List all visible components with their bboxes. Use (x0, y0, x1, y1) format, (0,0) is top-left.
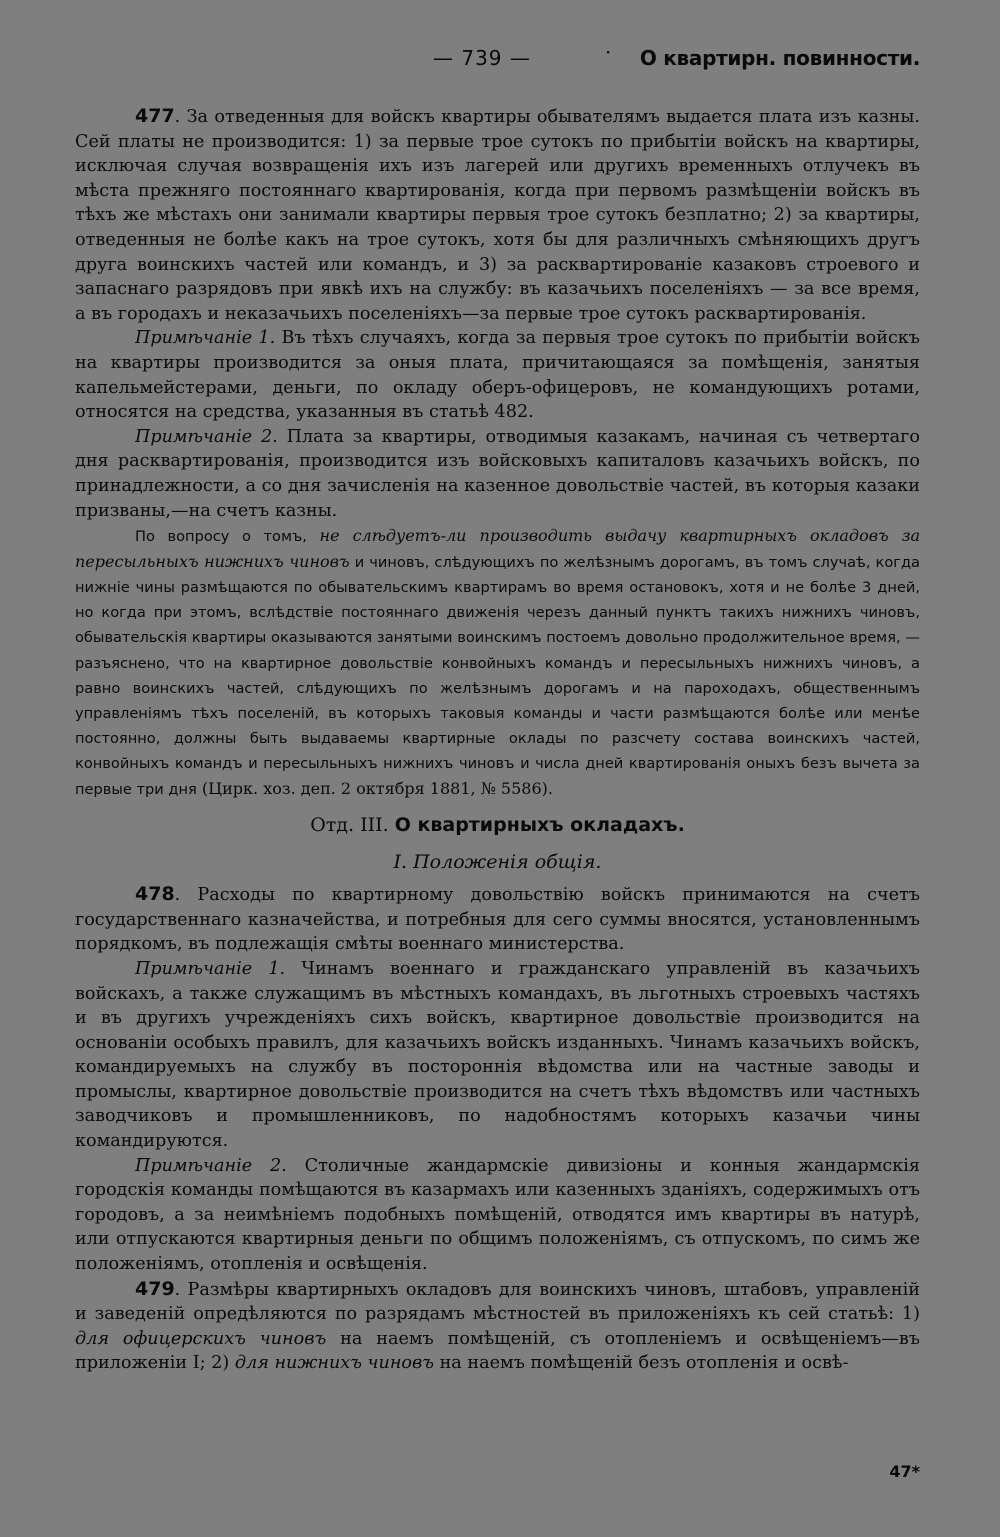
page-header (75, 38, 920, 78)
ruling-question: не слѣдуетъ-ли производить выдачу квартирныхъ окладовъ за пересыльныхъ нижнихъ чиновъ (75, 526, 920, 572)
note-label: Примѣчаніе 1. (135, 328, 276, 349)
note-text: Чинамъ военнаго и гражданскаго управленій въ казачьихъ войскахъ, а также служащимъ въ мѣстныхъ командахъ, въ льготныхъ строевыхъ частяхъ и въ другихъ учрежденіяхъ сихъ войскъ, квартирное довольствіе производится на основаніи особыхъ правилъ, для казачьихъ войскъ изданныхъ. Чинамъ казачьихъ войскъ, командируемыхъ на службу въ постороннія вѣдомства или на частные заводы и промыслы, квартирное довольствіе производится на счетъ тѣхъ вѣдомствъ или частныхъ заводчиковъ и промышленниковъ, по надобностямъ которыхъ казачьи чины командируются. (75, 958, 920, 1152)
article-477 (75, 104, 920, 326)
note-label: Примѣчаніе 1. (135, 958, 286, 979)
book-page (75, 38, 920, 1481)
header-dot: · (605, 40, 612, 64)
article-text: . За отведенныя для войскъ квартиры обывателямъ выдается плата изъ казны. Сей платы не производится: 1) за первые трое сутокъ по прибытіи войскъ на квартиры, исключая случая возвращенія ихъ изъ лагерей или другихъ временныхъ отлучекъ въ мѣста прежняго постояннаго квартированія, когда при первомъ размѣщеніи войскъ въ тѣхъ же мѣстахъ они занимали квартиры первыя трое сутокъ безплатно; 2) за квартиры, отведенныя не болѣе какъ на трое сутокъ, хотя бы для различныхъ смѣняющихъ другъ друга воинскихъ частей или командъ, и 3) за расквартированіе казаковъ строевого и запаснаго разрядовъ при явкѣ ихъ на службу: въ казачьихъ поселеніяхъ — за все время, а въ городахъ и неказачьихъ поселеніяхъ—за первые трое сутокъ расквартированія. (75, 107, 920, 324)
article-text: на наемъ помѣщеній безъ отопленія и освѣ- (433, 1353, 849, 1374)
ruling-paragraph (75, 523, 920, 802)
article-italic-phrase: для офицерскихъ чиновъ (75, 1328, 327, 1349)
note-label: Примѣчаніе 2. (135, 426, 278, 447)
page-body (75, 104, 920, 1376)
page-number: — 739 — (433, 46, 531, 70)
section-title: О квартирныхъ окладахъ. (394, 814, 685, 837)
ruling-text: и чиновъ, слѣдующихъ по желѣзнымъ дорогамъ, въ томъ случаѣ, когда нижніе чины размѣщаются по обывательскимъ квартирамъ во время остановокъ, хотя и не болѣе 3 дней, но когда при этомъ, вслѣдствіе постояннаго движенія черезъ данный пунктъ такихъ нижнихъ чиновъ, обывательскія квартиры оказываются занятыми воинскимъ постоемъ довольно продолжительное время, — разъяснено, что на квартирное довольствіе конвойныхъ командъ и пересыльныхъ нижнихъ чиновъ, а равно воинскихъ частей, слѣдующихъ по желѣзнымъ дорогамъ и на пароходахъ, общественнымъ управленіямъ тѣхъ поселеній, въ которыхъ таковыя команды и части размѣщаются болѣе или менѣе постоянно, должны быть выдаваемы квартирные оклады по разсчету состава воинскихъ частей, конвойныхъ командъ и пересыльныхъ нижнихъ чиновъ и числа дней квартированія оныхъ безъ вычета за первые три дня (75, 554, 920, 799)
ruling-citation: (Цирк. хоз. деп. 2 октября 1881, № 5586). (196, 779, 553, 799)
section-heading (75, 808, 920, 842)
article-text: на наемъ помѣщеній, съ отопленіемъ и освѣщеніемъ—въ приложеніи I; 2) (75, 1328, 920, 1374)
note-text: Столичные жандармскіе дивизіоны и конныя жандармскія городскія команды помѣщаются въ казармахъ или казенныхъ зданіяхъ, содержимыхъ отъ городовъ, а за неимѣніемъ подобныхъ помѣщеній, отводятся имъ квартиры въ натурѣ, или отпускаются квартирныя деньги по общимъ положеніямъ, съ отпускомъ, по симъ же положеніямъ, отопленія и освѣщенія. (75, 1155, 920, 1275)
article-text: . Размѣры квартирныхъ окладовъ для воинскихъ чиновъ, штабовъ, управленій и заведеній опредѣляются по разрядамъ мѣстностей въ приложеніяхъ къ сей статьѣ: 1) (75, 1279, 920, 1325)
subsection-heading: I. Положенія общія. (393, 851, 602, 874)
note-text: Въ тѣхъ случаяхъ, когда за первыя трое сутокъ по прибытіи войскъ на квартиры производится за оныя плата, причитающаяся за помѣщенія, занятыя капельмейстерами, деньги, по окладу оберъ-офицеровъ, не командующихъ ротами, относятся на средства, указанныя въ статьѣ 482. (75, 328, 920, 423)
article-italic-phrase: для нижнихъ чиновъ (234, 1353, 434, 1374)
article-477-note-2 (75, 425, 920, 523)
article-478-note-1 (75, 957, 920, 1154)
ruling-intro: По вопросу о томъ, (135, 528, 320, 546)
article-number: 479 (135, 1277, 175, 1300)
section-prefix: Отд. III. (310, 814, 395, 837)
note-text: Плата за квартиры, отводимыя казакамъ, начиная съ четвертаго дня расквартированія, производится изъ войсковыхъ капиталовъ казачьихъ войскъ, по принадлежности, а со дня зачисленія на казенное довольствіе частей, въ которыя казаки призваны,—на счетъ казны. (75, 426, 920, 521)
article-478-note-2 (75, 1154, 920, 1277)
article-text: . Расходы по квартирному довольствію войскъ принимаются на счетъ государственнаго казначейства, и потребныя для сего суммы вносятся, установленнымъ порядкомъ, въ подлежащія смѣты военнаго министерства. (75, 885, 920, 955)
running-title: О квартирн. повинности. (639, 46, 920, 70)
signature-mark: 47* (889, 1462, 920, 1481)
note-label: Примѣчаніе 2. (135, 1155, 287, 1176)
article-number: 477 (135, 105, 175, 127)
article-478 (75, 882, 920, 957)
article-number: 478 (135, 883, 175, 906)
article-479 (75, 1277, 920, 1376)
article-477-note-1 (75, 326, 920, 424)
